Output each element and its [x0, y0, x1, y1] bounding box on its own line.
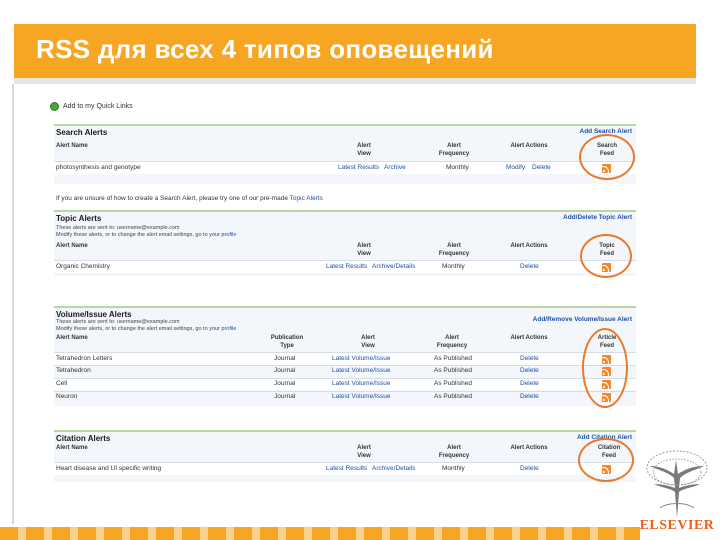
quick-links-label[interactable]: Add to my Quick Links	[63, 103, 133, 110]
header-topic-feed: Topic Feed	[599, 243, 615, 257]
publication-type-cell: Journal	[274, 355, 296, 362]
alert-name-cell: Neuron	[56, 393, 78, 400]
alert-name-cell: Cell	[56, 380, 68, 387]
delete-link[interactable]: Delete	[520, 367, 539, 374]
volume-alerts-title: Volume/Issue Alerts	[56, 310, 132, 319]
section-body	[54, 126, 636, 184]
header-alert-frequency: Alert Frequency	[436, 335, 468, 349]
frequency-cell: As Published	[434, 380, 472, 387]
header-publication-type: Publication Type	[270, 335, 304, 349]
row-divider	[54, 365, 636, 366]
latest-results-link[interactable]: Latest Results	[326, 263, 368, 270]
profile-link[interactable]: profile	[221, 232, 237, 238]
archive-details-link[interactable]: Archive/Details	[372, 263, 416, 270]
header-alert-name: Alert Name	[56, 335, 88, 341]
row-divider	[54, 161, 636, 162]
header-citation-feed: Citation Feed	[597, 445, 621, 459]
delete-link[interactable]: Delete	[532, 164, 551, 171]
header-alert-actions: Alert Actions	[510, 143, 548, 149]
topic-alerts-section	[54, 210, 636, 276]
delete-link[interactable]: Delete	[520, 380, 539, 387]
topic-alerts-link[interactable]: Topic Alerts	[289, 195, 323, 202]
highlight-circle	[578, 438, 634, 482]
frequency-cell: Monthly	[442, 465, 465, 472]
footer-stripe-bar	[0, 527, 640, 540]
publication-type-cell: Journal	[274, 380, 296, 387]
modify-link[interactable]: Modify	[506, 164, 526, 171]
alert-name-cell: Heart disease and UI specific writing	[56, 465, 162, 472]
header-alert-view: Alert View	[357, 243, 371, 257]
alert-name-cell: Tetrahedron	[56, 367, 91, 374]
highlight-circle	[579, 134, 635, 180]
delete-link[interactable]: Delete	[520, 393, 539, 400]
row-divider	[54, 391, 636, 392]
delete-link[interactable]: Delete	[520, 465, 539, 472]
search-alerts-title: Search Alerts	[56, 128, 108, 137]
row-divider	[54, 260, 636, 261]
banner-edge	[14, 24, 18, 78]
add-search-alert-link[interactable]: Add Search Alert	[579, 128, 632, 135]
latest-volume-link[interactable]: Latest Volume/Issue	[332, 367, 391, 374]
header-alert-name: Alert Name	[56, 445, 88, 451]
add-citation-alert-link[interactable]: Add Citation Alert	[576, 434, 632, 441]
publication-type-cell: Journal	[274, 393, 296, 400]
frequency-cell: Monthly	[442, 263, 465, 270]
header-alert-view: Alert View	[357, 445, 371, 459]
add-circle-icon	[50, 102, 59, 111]
archive-details-link[interactable]: Archive/Details	[372, 465, 416, 472]
header-search-feed: Search Feed	[596, 143, 617, 157]
topic-alerts-title: Topic Alerts	[56, 214, 102, 223]
slide-title: RSS для всех 4 типов оповещений	[36, 34, 494, 64]
frequency-cell: As Published	[434, 355, 472, 362]
topic-hint-text: If you are unsure of how to create a Search Alert, please try one of our pre-made	[56, 195, 288, 202]
delete-link[interactable]: Delete	[520, 263, 539, 270]
volume-desc-email: These alerts are sent to: username@example.com	[56, 319, 180, 325]
title-banner	[14, 24, 696, 78]
topic-desc-email: These alerts are sent to: username@example.com	[56, 225, 180, 231]
elsevier-tree-logo	[640, 448, 714, 520]
archive-link[interactable]: Archive	[384, 164, 406, 171]
elsevier-wordmark: ELSEVIER	[639, 518, 715, 533]
header-alert-actions: Alert Actions	[510, 243, 548, 249]
topic-desc-modify-text: Modify these alerts, or to change the alert email settings, go to your	[56, 232, 220, 238]
highlight-circle	[582, 328, 628, 408]
frequency-cell: As Published	[434, 393, 472, 400]
header-alert-name: Alert Name	[56, 243, 88, 249]
header-alert-actions: Alert Actions	[510, 445, 548, 451]
header-alert-frequency: Alert Frequency	[438, 143, 470, 157]
citation-alerts-section	[54, 430, 636, 482]
citation-alerts-title: Citation Alerts	[56, 434, 111, 443]
topic-hint-line	[56, 195, 323, 202]
volume-desc-modify-text: Modify these alerts, or to change the alert email settings, go to your	[56, 326, 220, 332]
volume-issue-alerts-section	[54, 306, 636, 406]
volume-desc-modify	[56, 326, 236, 333]
latest-volume-link[interactable]: Latest Volume/Issue	[332, 380, 391, 387]
latest-volume-link[interactable]: Latest Volume/Issue	[332, 355, 391, 362]
header-alert-view: Alert View	[357, 143, 371, 157]
frequency-cell: As Published	[434, 367, 472, 374]
header-alert-frequency: Alert Frequency	[438, 243, 470, 257]
delete-link[interactable]: Delete	[520, 355, 539, 362]
header-alert-name: Alert Name	[56, 143, 88, 149]
latest-volume-link[interactable]: Latest Volume/Issue	[332, 393, 391, 400]
add-delete-topic-alert-link[interactable]: Add/Delete Topic Alert	[563, 214, 632, 221]
header-article-feed: Article Feed	[597, 335, 617, 349]
latest-results-link[interactable]: Latest Results	[326, 465, 368, 472]
alert-name-cell: Tetrahedron Letters	[56, 355, 113, 362]
latest-results-link[interactable]: Latest Results	[338, 164, 380, 171]
alert-name-cell: Organic Chemistry	[56, 263, 110, 270]
profile-link[interactable]: profile	[221, 326, 237, 332]
header-alert-frequency: Alert Frequency	[438, 445, 470, 459]
highlight-circle	[580, 234, 632, 278]
header-alert-view: Alert View	[361, 335, 375, 349]
search-alerts-section	[54, 124, 636, 184]
alerts-screenshot	[12, 84, 642, 524]
alert-name-cell: photosynthesis and genotype	[56, 164, 141, 171]
add-remove-volume-alert-link[interactable]: Add/Remove Volume/Issue Alert	[532, 316, 632, 323]
frequency-cell: Monthly	[446, 164, 469, 171]
header-alert-actions: Alert Actions	[510, 335, 548, 341]
publication-type-cell: Journal	[274, 367, 296, 374]
topic-desc-modify	[56, 232, 236, 239]
quick-links-row[interactable]	[50, 102, 133, 111]
